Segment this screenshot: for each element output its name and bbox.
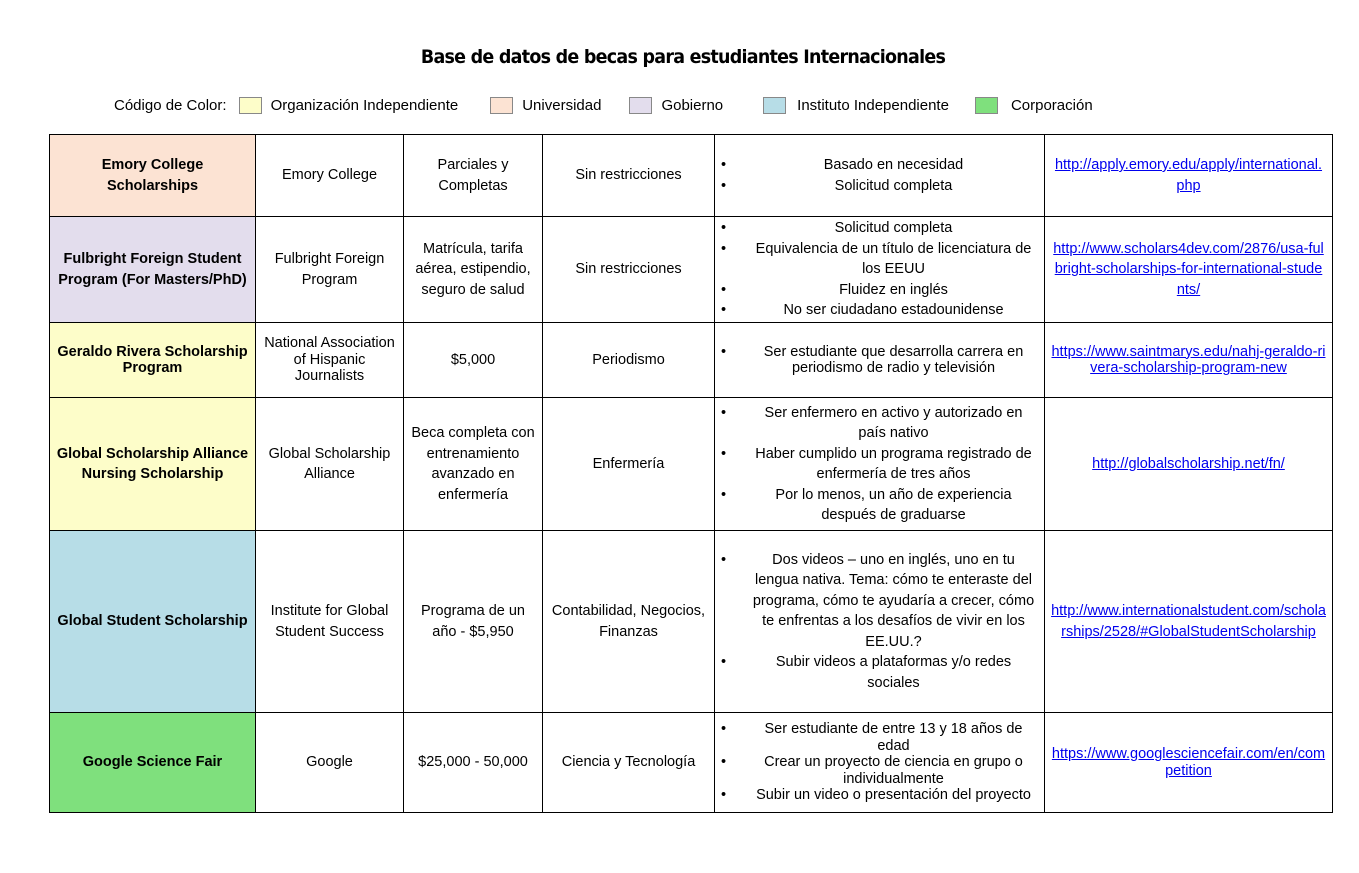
- amount-cell: Programa de un año - $5,950: [404, 531, 543, 713]
- legend-text: Corporación: [1010, 96, 1093, 114]
- link-cell: [1045, 713, 1333, 813]
- legend-text: Universidad: [522, 96, 602, 114]
- amount-cell: Parciales y Completas: [404, 135, 543, 217]
- organization-cell: Emory College: [256, 135, 404, 217]
- list-item: • Fluidez en inglés: [749, 280, 1038, 301]
- legend-text: Gobierno: [661, 96, 724, 114]
- link-cell: [1045, 217, 1333, 323]
- list-item: • Subir videos a plataformas y/o redes sociales: [749, 652, 1038, 693]
- table-row: [50, 713, 1333, 813]
- table-row: [50, 135, 1333, 217]
- field-cell: Sin restricciones: [543, 217, 715, 323]
- amount-cell: $5,000: [404, 323, 543, 398]
- link-cell: [1045, 135, 1333, 217]
- legend-item-corporacion: [975, 97, 1093, 114]
- list-item: • Ser estudiante que desarrolla carrera en periodismo de radio y televisión: [749, 344, 1038, 377]
- scholarship-link[interactable]: http://apply.emory.edu/apply/international.php: [1054, 157, 1323, 194]
- field-cell: Ciencia y Tecnología: [543, 713, 715, 813]
- list-item: • Ser enfermero en activo y autorizado en país nativo: [749, 403, 1038, 444]
- link-cell: [1045, 398, 1333, 531]
- list-item: • Ser estudiante de entre 13 y 18 años de edad: [749, 721, 1038, 754]
- scholarship-link[interactable]: https://www.saintmarys.edu/nahj-geraldo-rivera-scholarship-program-new: [1051, 343, 1326, 376]
- requirements-cell: [715, 713, 1045, 813]
- scholarship-table: [49, 134, 1333, 813]
- list-item: • Crear un proyecto de ciencia en grupo o individualmente: [749, 754, 1038, 787]
- organization-cell: National Association of Hispanic Journalists: [256, 323, 404, 398]
- field-cell: Periodismo: [543, 323, 715, 398]
- legend-text: Instituto Independiente: [797, 96, 949, 114]
- requirements-cell: [715, 217, 1045, 323]
- scholarship-name: Global Scholarship Alliance Nursing Scholarship: [50, 398, 256, 531]
- link-cell: [1045, 323, 1333, 398]
- list-item: • Dos videos – uno en inglés, uno en tu lengua nativa. Tema: cómo te enteraste del programa, cómo te ayudaría a crecer, cómo te enfrentas a los desafíos de vivir en los EE.UU.?: [749, 550, 1038, 653]
- legend-item-gobierno: [629, 97, 723, 114]
- requirements-list: [721, 344, 1038, 377]
- list-item: • Solicitud completa: [749, 218, 1038, 239]
- list-item: • Haber cumplido un programa registrado de enfermería de tres años: [749, 444, 1038, 485]
- organization-cell: Institute for Global Student Success: [256, 531, 404, 713]
- scholarship-link[interactable]: http://www.scholars4dev.com/2876/usa-fulbright-scholarships-for-international-students/: [1053, 240, 1324, 298]
- scholarship-name: Emory College Scholarships: [50, 135, 256, 217]
- legend-text: Organización Independiente: [270, 96, 459, 114]
- requirements-cell: [715, 135, 1045, 217]
- list-item: • Por lo menos, un año de experiencia después de graduarse: [749, 485, 1038, 526]
- table-row: [50, 531, 1333, 713]
- amount-cell: Matrícula, tarifa aérea, estipendio, seguro de salud: [404, 217, 543, 323]
- link-cell: [1045, 531, 1333, 713]
- requirements-cell: [715, 323, 1045, 398]
- color-legend: [114, 94, 1093, 116]
- legend-swatch: [975, 97, 998, 114]
- field-cell: Contabilidad, Negocios, Finanzas: [543, 531, 715, 713]
- table-row: [50, 323, 1333, 398]
- legend-item-instituto: [763, 97, 949, 114]
- list-item: • No ser ciudadano estadounidense: [749, 300, 1038, 321]
- list-item: • Solicitud completa: [749, 176, 1038, 197]
- requirements-cell: [715, 398, 1045, 531]
- legend-item-organizacion: [239, 97, 459, 114]
- organization-cell: Fulbright Foreign Program: [256, 217, 404, 323]
- legend-swatch: [763, 97, 786, 114]
- scholarship-name: Fulbright Foreign Student Program (For Masters/PhD): [50, 217, 256, 323]
- scholarship-link[interactable]: http://globalscholarship.net/fn/: [1092, 455, 1285, 472]
- legend-swatch: [490, 97, 513, 114]
- table-row: [50, 398, 1333, 531]
- list-item: • Equivalencia de un título de licenciatura de los EEUU: [749, 239, 1038, 280]
- amount-cell: Beca completa con entrenamiento avanzado en enfermería: [404, 398, 543, 531]
- list-item: • Basado en necesidad: [749, 155, 1038, 176]
- requirements-list: [721, 403, 1038, 526]
- scholarship-link[interactable]: http://www.internationalstudent.com/scholarships/2528/#GlobalStudentScholarship: [1051, 603, 1326, 640]
- scholarship-link[interactable]: https://www.googlesciencefair.com/en/competition: [1051, 746, 1326, 779]
- legend-swatch: [629, 97, 652, 114]
- requirements-list: [721, 218, 1038, 321]
- legend-label: Código de Color:: [114, 96, 227, 114]
- scholarship-name: Global Student Scholarship: [50, 531, 256, 713]
- list-item: • Subir un video o presentación del proyecto: [749, 787, 1038, 804]
- requirements-list: [721, 550, 1038, 694]
- scholarship-name: Geraldo Rivera Scholarship Program: [50, 323, 256, 398]
- requirements-cell: [715, 531, 1045, 713]
- legend-item-universidad: [490, 97, 601, 114]
- field-cell: Sin restricciones: [543, 135, 715, 217]
- legend-swatch: [239, 97, 262, 114]
- organization-cell: Google: [256, 713, 404, 813]
- requirements-list: [721, 155, 1038, 196]
- field-cell: Enfermería: [543, 398, 715, 531]
- scholarship-name: Google Science Fair: [50, 713, 256, 813]
- page-title: Base de datos de becas para estudiantes Internacionales: [420, 46, 946, 68]
- table-row: [50, 217, 1333, 323]
- amount-cell: $25,000 - 50,000: [404, 713, 543, 813]
- organization-cell: Global Scholarship Alliance: [256, 398, 404, 531]
- requirements-list: [721, 721, 1038, 804]
